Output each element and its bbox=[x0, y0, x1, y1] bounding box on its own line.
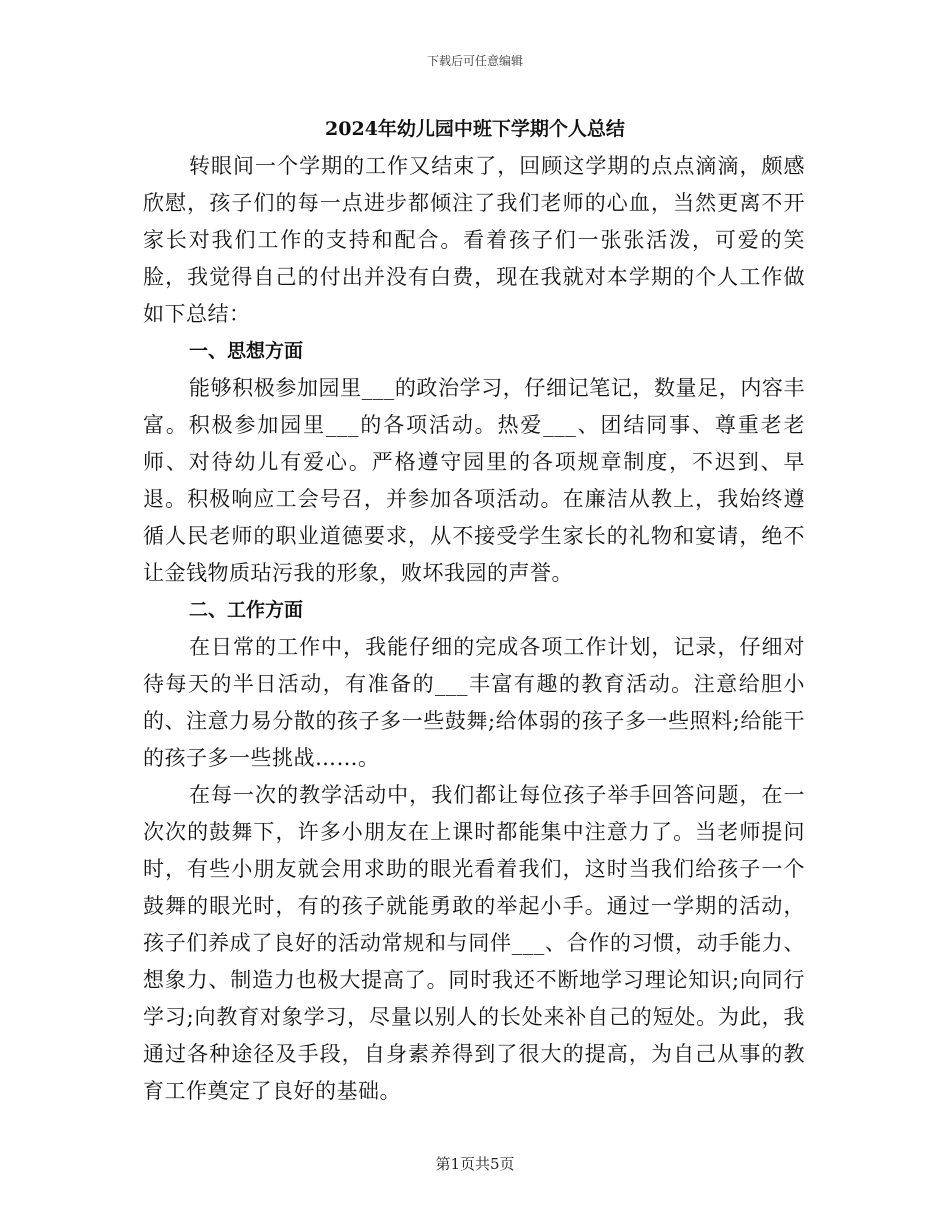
section-heading-work: 二、工作方面 bbox=[189, 599, 304, 621]
work-paragraph-2: 在每一次的教学活动中，我们都让每位孩子举手回答问题，在一次次的鼓舞下，许多小朋友在上课时都能集中注意力了。当老师提问时，有些小朋友就会用求助的眼光看着我们，这时当我们给孩子一个鼓舞的眼光时，有的孩子就能勇敢的举起小手。通过一学期的活动，孩子们养成了良好的活动常规和与同伴___、合作的习惯，动手能力、想象力、制造力也极大提高了。同时我还不断地学习理论知识;向同行学习;向教育对象学习，尽量以别人的长处来补自己的短处。为此，我通过各种途径及手段，自身素养得到了很大的提高，为自己从事的教育工作奠定了良好的基础。 bbox=[143, 783, 805, 1103]
intro-paragraph: 转眼间一个学期的工作又结束了，回顾这学期的点点滴滴，颇感欣慰，孩子们的每一点进步都倾注了我们老师的心血，当然更离不开家长对我们工作的支持和配合。看着孩子们一张张活泼，可爱的笑脸，我觉得自己的付出并没有白费，现在我就对本学期的个人工作做如下总结： bbox=[143, 154, 805, 326]
work-paragraph-1: 在日常的工作中，我能仔细的完成各项工作计划，记录，仔细对待每天的半日活动，有准备的___丰富有趣的教育活动。注意给胆小的、注意力易分散的孩子多一些鼓舞;给体弱的孩子多一些照料;给能干的孩子多一些挑战……。 bbox=[143, 635, 805, 770]
header-note: 下载后可任意编辑 bbox=[426, 54, 523, 68]
page-footer: 第1页共5页 bbox=[435, 1155, 515, 1173]
document-body bbox=[143, 148, 805, 1110]
thought-paragraph: 能够积极参加园里___的政治学习，仔细记笔记，数量足，内容丰富。积极参加园里___的各项活动。热爱___、团结同事、尊重老老师、对待幼儿有爱心。严格遵守园里的各项规章制度，不迟到、早退。积极响应工会号召，并参加各项活动。在廉洁从教上，我始终遵循人民老师的职业道德要求，从不接受学生家长的礼物和宴请，绝不让金钱物质玷污我的形象，败坏我园的声誉。 bbox=[143, 376, 805, 585]
section-heading-thought: 一、思想方面 bbox=[189, 340, 304, 362]
document-title: 2024年幼儿园中班下学期个人总结 bbox=[325, 118, 625, 140]
